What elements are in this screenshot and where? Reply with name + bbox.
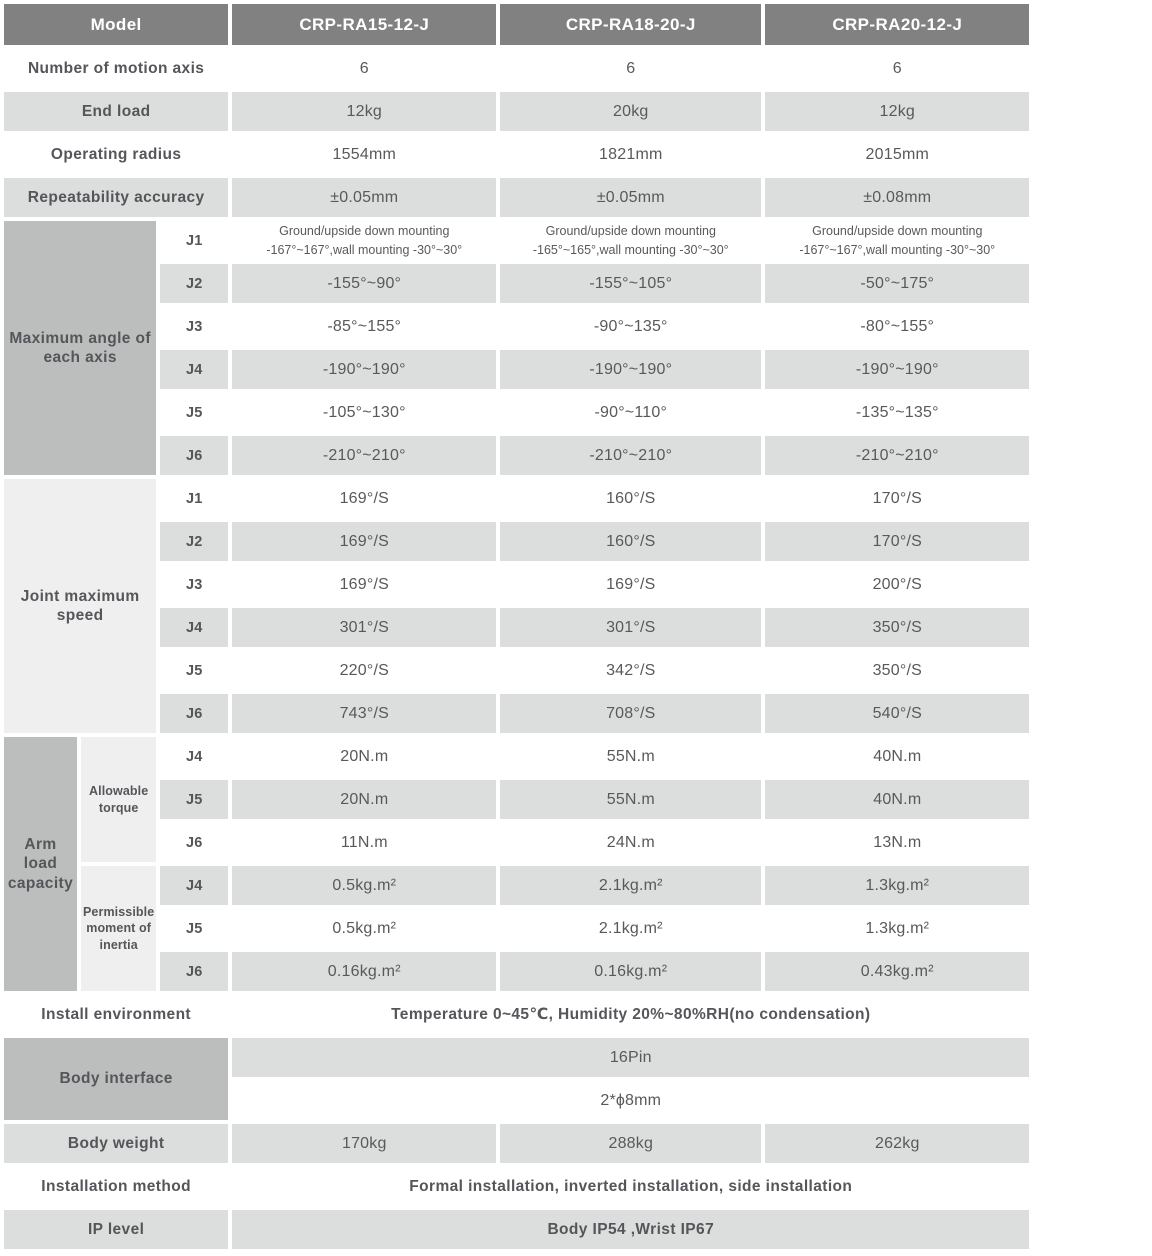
value-cell: 40N.m	[765, 780, 1029, 819]
model-column-header-1: CRP-RA15-12-J	[232, 4, 496, 45]
joint-label: J4	[160, 608, 228, 647]
value-cell: -50°~175°	[765, 264, 1029, 303]
header-row	[4, 4, 1029, 45]
row-label-ip-level: IP level	[4, 1210, 228, 1249]
value-cell: 20N.m	[232, 780, 496, 819]
joint-label: J5	[160, 909, 228, 948]
value-cell: -190°~190°	[232, 350, 496, 389]
value-cell: 170kg	[232, 1124, 496, 1163]
value-cell: 301°/S	[232, 608, 496, 647]
value-cell: 708°/S	[500, 694, 761, 733]
value-cell: -155°~90°	[232, 264, 496, 303]
value-cell: 262kg	[765, 1124, 1029, 1163]
joint-label: J6	[160, 436, 228, 475]
row-label-repeatability: Repeatability accuracy	[4, 178, 228, 217]
value-line-2: -165°~165°,wall mounting -30°~30°	[532, 242, 729, 257]
joint-label: J2	[160, 522, 228, 561]
group-label-body-interface: Body interface	[4, 1038, 228, 1120]
value-line-1: Ground/upside down mounting	[812, 223, 983, 238]
table-row	[4, 823, 1029, 862]
value-cell: -85°~155°	[232, 307, 496, 346]
table-row	[4, 780, 1029, 819]
value-cell: 20kg	[500, 92, 761, 131]
value-cell-ip-level: Body IP54 ,Wrist IP67	[232, 1210, 1029, 1249]
table-row	[4, 1167, 1029, 1206]
value-cell: -210°~210°	[500, 436, 761, 475]
value-line-2: -167°~167°,wall mounting -30°~30°	[799, 242, 996, 257]
table-row	[4, 1124, 1029, 1163]
row-label-install-environment: Install environment	[4, 995, 228, 1034]
model-column-header-2: CRP-RA18-20-J	[500, 4, 761, 45]
group-label-joint-speed: Joint maximum speed	[4, 479, 156, 733]
value-cell	[500, 221, 761, 260]
joint-label: J6	[160, 694, 228, 733]
value-cell: -90°~110°	[500, 393, 761, 432]
value-cell: 169°/S	[232, 479, 496, 518]
value-cell: 169°/S	[232, 565, 496, 604]
value-cell: 743°/S	[232, 694, 496, 733]
joint-label: J4	[160, 866, 228, 905]
value-cell-install-environment: Temperature 0~45℃, Humidity 20%~80%RH(no condensation)	[232, 995, 1029, 1034]
table-row	[4, 909, 1029, 948]
group-label-moment-of-inertia: Permissible moment of inertia	[81, 866, 156, 991]
value-cell: 540°/S	[765, 694, 1029, 733]
table-row	[4, 694, 1029, 733]
value-cell: 2.1kg.m²	[500, 909, 761, 948]
value-cell: 169°/S	[232, 522, 496, 561]
value-cell: 1554mm	[232, 135, 496, 174]
joint-label: J4	[160, 737, 228, 776]
value-cell: ±0.05mm	[232, 178, 496, 217]
value-cell: 12kg	[232, 92, 496, 131]
table-row	[4, 393, 1029, 432]
joint-label: J3	[160, 307, 228, 346]
value-cell: 0.5kg.m²	[232, 866, 496, 905]
table-row	[4, 49, 1029, 88]
value-cell: 169°/S	[500, 565, 761, 604]
value-cell: 0.16kg.m²	[500, 952, 761, 991]
value-line-2: -167°~167°,wall mounting -30°~30°	[266, 242, 463, 257]
value-cell: -210°~210°	[765, 436, 1029, 475]
table-row	[4, 135, 1029, 174]
table-row	[4, 1210, 1029, 1249]
group-label-max-angle: Maximum angle of each axis	[4, 221, 156, 475]
table-row	[4, 651, 1029, 690]
joint-label: J5	[160, 780, 228, 819]
table-row	[4, 221, 1029, 260]
model-column-header-3: CRP-RA20-12-J	[765, 4, 1029, 45]
value-cell	[765, 221, 1029, 260]
joint-label: J1	[160, 221, 228, 260]
value-cell: 55N.m	[500, 737, 761, 776]
value-cell: 1821mm	[500, 135, 761, 174]
row-label-end-load: End load	[4, 92, 228, 131]
value-cell: 55N.m	[500, 780, 761, 819]
value-cell: ±0.05mm	[500, 178, 761, 217]
table-row	[4, 479, 1029, 518]
value-cell: 13N.m	[765, 823, 1029, 862]
value-cell: 1.3kg.m²	[765, 909, 1029, 948]
row-label-installation-method: Installation method	[4, 1167, 228, 1206]
group-label-allowable-torque: Allowable torque	[81, 737, 156, 862]
joint-label: J5	[160, 651, 228, 690]
value-cell: -210°~210°	[232, 436, 496, 475]
value-cell: 20N.m	[232, 737, 496, 776]
row-label-body-weight: Body weight	[4, 1124, 228, 1163]
table-row	[4, 565, 1029, 604]
table-row	[4, 264, 1029, 303]
table-row	[4, 737, 1029, 776]
value-cell	[232, 221, 496, 260]
value-cell-body-interface-2: 2*ϕ8mm	[232, 1081, 1029, 1120]
value-cell: 1.3kg.m²	[765, 866, 1029, 905]
value-cell: ±0.08mm	[765, 178, 1029, 217]
joint-label: J1	[160, 479, 228, 518]
value-cell-body-interface-1: 16Pin	[232, 1038, 1029, 1077]
row-label-motion-axis: Number of motion axis	[4, 49, 228, 88]
value-cell: 350°/S	[765, 651, 1029, 690]
table-row	[4, 1038, 1029, 1077]
value-cell: 6	[500, 49, 761, 88]
value-cell: 301°/S	[500, 608, 761, 647]
table-row	[4, 995, 1029, 1034]
value-cell-installation-method: Formal installation, inverted installation, side installation	[232, 1167, 1029, 1206]
model-header-cell: Model	[4, 4, 228, 45]
table-row	[4, 866, 1029, 905]
value-cell: 40N.m	[765, 737, 1029, 776]
value-cell: 24N.m	[500, 823, 761, 862]
joint-label: J4	[160, 350, 228, 389]
value-line-1: Ground/upside down mounting	[279, 223, 450, 238]
value-cell: 6	[232, 49, 496, 88]
value-cell: -80°~155°	[765, 307, 1029, 346]
value-cell: 0.5kg.m²	[232, 909, 496, 948]
table-row	[4, 952, 1029, 991]
value-cell: -90°~135°	[500, 307, 761, 346]
value-cell: 2015mm	[765, 135, 1029, 174]
value-cell: -105°~130°	[232, 393, 496, 432]
value-cell: 170°/S	[765, 479, 1029, 518]
joint-label: J2	[160, 264, 228, 303]
value-cell: -190°~190°	[500, 350, 761, 389]
table-row	[4, 307, 1029, 346]
joint-label: J5	[160, 393, 228, 432]
joint-label: J3	[160, 565, 228, 604]
value-cell: 160°/S	[500, 522, 761, 561]
table-row	[4, 436, 1029, 475]
value-cell: 160°/S	[500, 479, 761, 518]
row-label-operating-radius: Operating radius	[4, 135, 228, 174]
value-cell: 200°/S	[765, 565, 1029, 604]
joint-label: J6	[160, 823, 228, 862]
value-cell: 288kg	[500, 1124, 761, 1163]
value-cell: 12kg	[765, 92, 1029, 131]
joint-label: J6	[160, 952, 228, 991]
table-row	[4, 178, 1029, 217]
value-cell: 11N.m	[232, 823, 496, 862]
value-cell: -190°~190°	[765, 350, 1029, 389]
value-cell: 350°/S	[765, 608, 1029, 647]
table-row	[4, 350, 1029, 389]
table-row	[4, 92, 1029, 131]
value-cell: 170°/S	[765, 522, 1029, 561]
value-cell: 6	[765, 49, 1029, 88]
value-cell: 220°/S	[232, 651, 496, 690]
value-cell: -155°~105°	[500, 264, 761, 303]
table-row	[4, 522, 1029, 561]
value-cell: 2.1kg.m²	[500, 866, 761, 905]
table-row	[4, 608, 1029, 647]
group-label-arm-load: Arm load capacity	[4, 737, 77, 991]
value-cell: 0.43kg.m²	[765, 952, 1029, 991]
value-line-1: Ground/upside down mounting	[545, 223, 716, 238]
value-cell: 342°/S	[500, 651, 761, 690]
value-cell: 0.16kg.m²	[232, 952, 496, 991]
value-cell: -135°~135°	[765, 393, 1029, 432]
